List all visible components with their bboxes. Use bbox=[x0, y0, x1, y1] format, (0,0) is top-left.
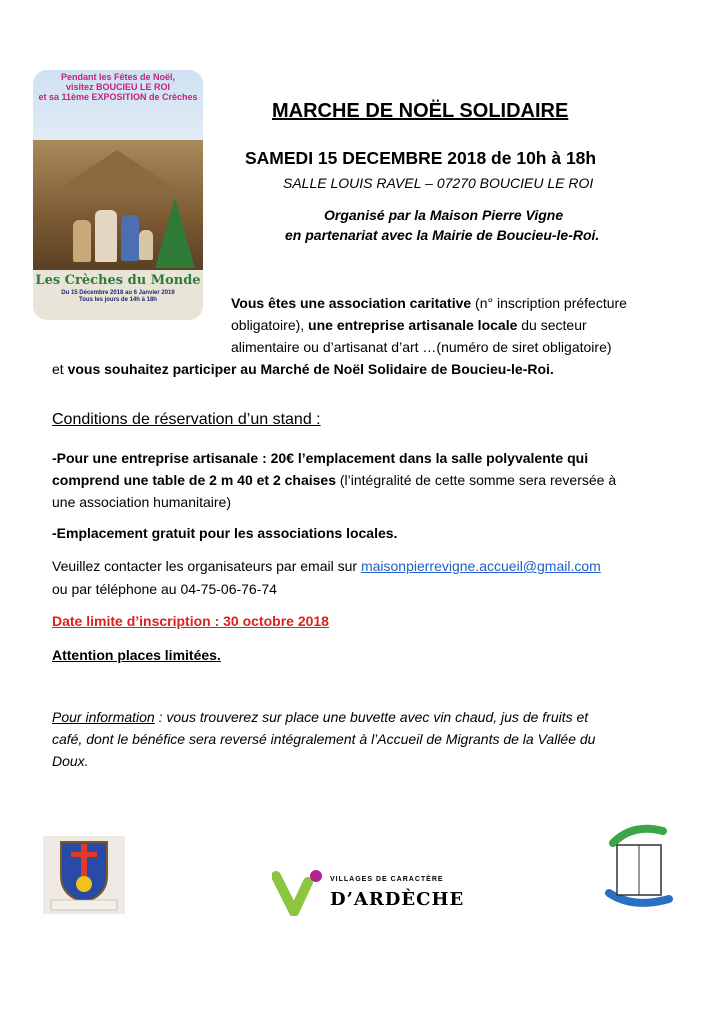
attention-notice: Attention places limitées. bbox=[52, 647, 221, 663]
deadline-notice: Date limite d’inscription : 30 octobre 2018 bbox=[52, 613, 329, 629]
v-mark-icon bbox=[272, 868, 328, 916]
conditions-line: une association humanitaire) bbox=[52, 494, 231, 510]
intro-line: alimentaire ou d’artisanat d’art …(numéro de siret obligatoire) bbox=[231, 339, 612, 355]
nativity-figure bbox=[139, 230, 153, 260]
book-icon bbox=[603, 823, 683, 911]
event-date: SAMEDI 15 DECEMBRE 2018 de 10h à 18h bbox=[245, 148, 597, 168]
poster-dates-line: Du 15 Décembre 2018 au 6 Janvier 2019 bbox=[61, 290, 175, 296]
organizer-line: en partenariat avec la Mairie de Boucieu-le-Roi. bbox=[285, 227, 600, 243]
free-spot-note: -Emplacement gratuit pour les associations locales. bbox=[52, 525, 398, 541]
organizer-line: Organisé par la Maison Pierre Vigne bbox=[324, 207, 564, 223]
villages-de-caractere-logo bbox=[272, 868, 465, 916]
boucieu-le-roi-logo bbox=[603, 823, 683, 911]
stable-roof bbox=[57, 150, 177, 190]
christmas-tree bbox=[155, 198, 195, 268]
event-location: SALLE LOUIS RAVEL – 07270 BOUCIEU LE ROI bbox=[283, 175, 594, 191]
nativity-figure bbox=[95, 210, 117, 262]
intro-line: obligatoire), une entreprise artisanale locale du secteur bbox=[231, 317, 587, 333]
poster-header bbox=[33, 72, 203, 102]
vca-tagline: VILLAGES DE CARACTÈRE bbox=[330, 876, 444, 883]
poster-header-line: et sa 11ème EXPOSITION de Crèches bbox=[38, 92, 198, 102]
info-line: Doux. bbox=[52, 753, 89, 769]
village-crest-logo bbox=[43, 836, 125, 914]
intro-line: Vous êtes une association caritative (n° inscription préfecture bbox=[231, 295, 627, 311]
vca-name: D’ARDÈCHE bbox=[330, 889, 465, 910]
info-line: Pour information : vous trouverez sur place une buvette avec vin chaud, jus de fruits et bbox=[52, 709, 589, 725]
poster-header-line: Pendant les Fêtes de Noël, bbox=[60, 72, 176, 82]
intro-line: et vous souhaitez participer au Marché de Noël Solidaire de Boucieu-le-Roi. bbox=[52, 361, 554, 377]
conditions-heading: Conditions de réservation d’un stand : bbox=[52, 411, 321, 428]
info-line: café, dont le bénéfice sera reversé intégralement à l’Accueil de Migrants de la Vallée du bbox=[52, 731, 596, 747]
poster-title: Les Crèches du Monde bbox=[35, 273, 201, 288]
conditions-line: -Pour une entreprise artisanale : 20€ l’emplacement dans la salle polyvalente qui bbox=[52, 450, 589, 466]
page-title: MARCHE DE NOËL SOLIDAIRE bbox=[272, 100, 569, 122]
nativity-figure bbox=[121, 215, 139, 261]
conditions-line: comprend une table de 2 m 40 et 2 chaises (l’intégralité de cette somme sera reversée à bbox=[52, 472, 617, 488]
poster-dates-line: Tous les jours de 14h à 18h bbox=[79, 297, 157, 303]
crest-shield-icon bbox=[43, 836, 125, 914]
poster-header-line: visitez BOUCIEU LE ROI bbox=[65, 82, 171, 92]
email-link[interactable]: maisonpierrevigne.accueil@gmail.com bbox=[360, 558, 601, 574]
contact-phone: ou par téléphone au 04-75-06-76-74 bbox=[52, 581, 277, 597]
creches-poster bbox=[33, 70, 203, 320]
nativity-figure bbox=[73, 220, 91, 262]
contact-line: Veuillez contacter les organisateurs par email sur maisonpierrevigne.accueil@gmail.com bbox=[52, 558, 601, 574]
poster-dates bbox=[33, 290, 203, 304]
